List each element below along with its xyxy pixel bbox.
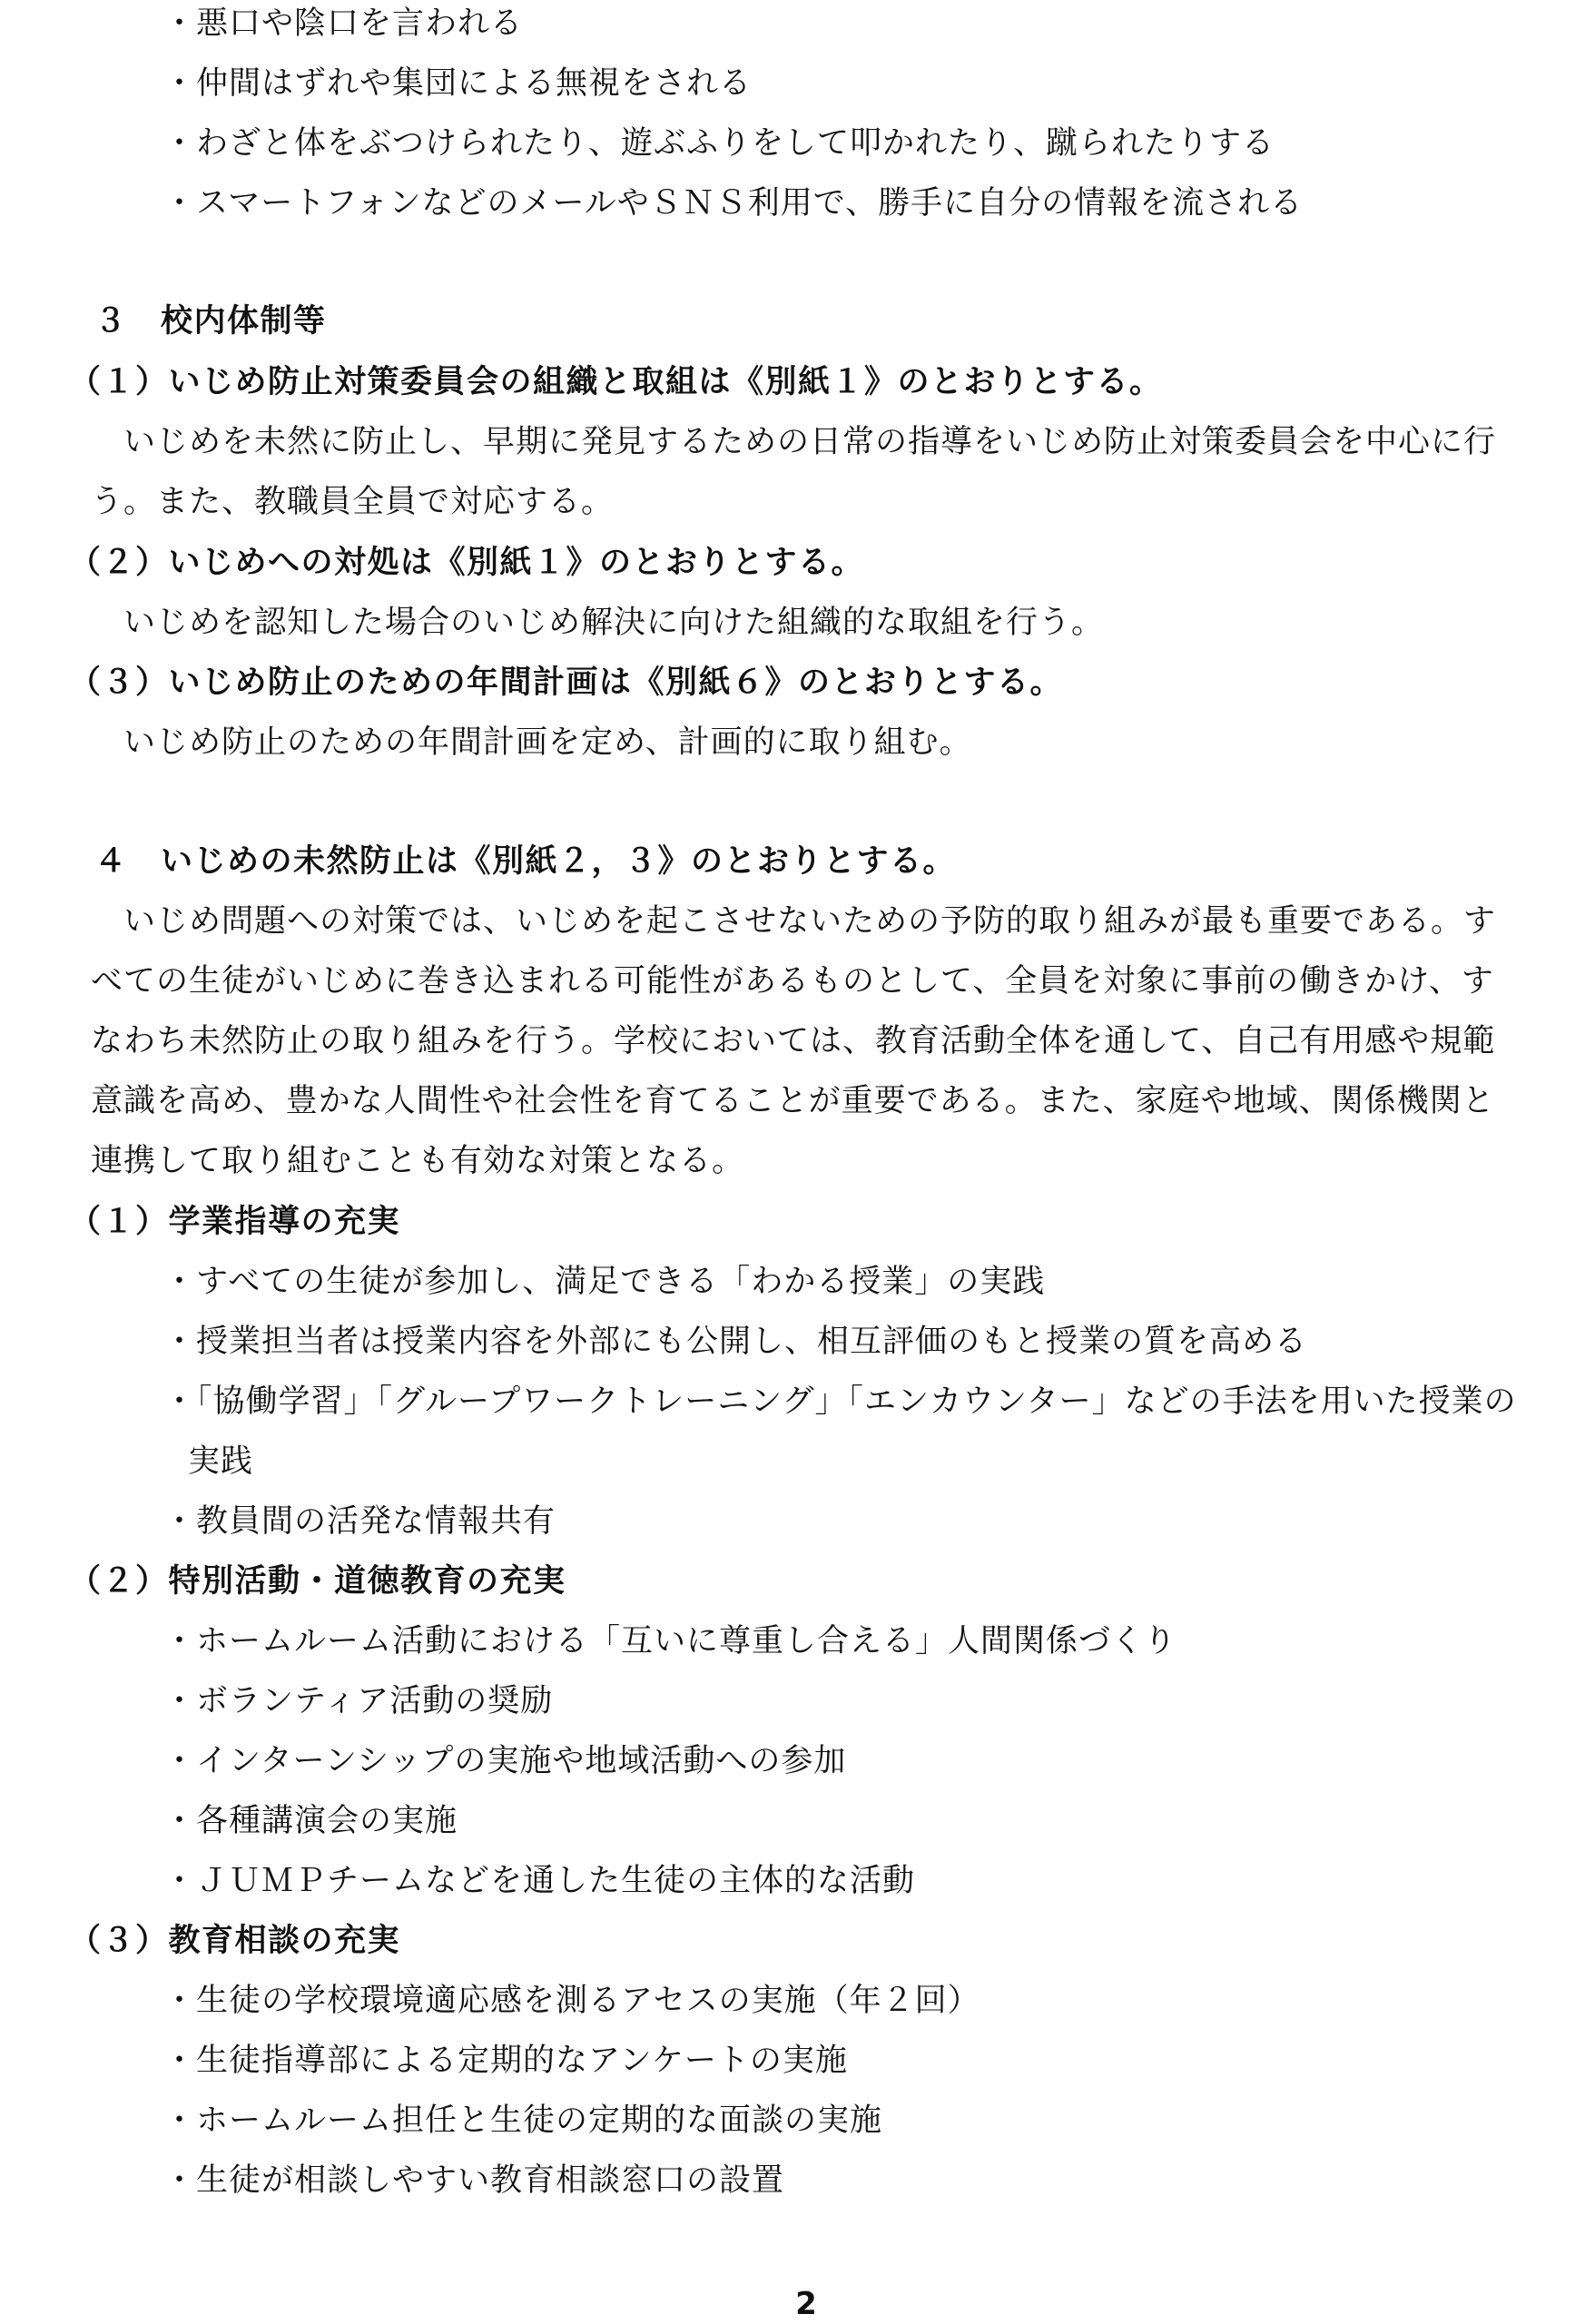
paragraph-line: いじめ問題への対策では、いじめを起こさせないための予防的取り組みが最も重要である。す <box>123 903 1497 940</box>
list-item: ・各種講演会の実施 <box>163 1803 458 1839</box>
paragraph-line: 意識を高め、豊かな人間性や社会性を育てることが重要である。また、家庭や地域、関係機関と <box>91 1083 1495 1119</box>
subsection-heading: （２）特別活動・道徳教育の充実 <box>69 1563 566 1600</box>
subsection-heading: （１）学業指導の充実 <box>69 1204 401 1240</box>
subsection-heading: （３）教育相談の充実 <box>69 1923 401 1959</box>
page-number: 2 <box>795 2286 817 2322</box>
list-item: ・インターンシップの実施や地域活動への参加 <box>163 1743 847 1779</box>
subsection-heading: （３）いじめ防止のための年間計画は《別紙６》のとおりとする。 <box>69 665 1064 701</box>
section-heading: ３ 校内体制等 <box>94 303 327 340</box>
paragraph-line: いじめ防止のための年間計画を定め、計画的に取り組む。 <box>123 724 972 761</box>
subsection-heading: （２）いじめへの対処は《別紙１》のとおりとする。 <box>69 545 865 581</box>
paragraph-line: なわち未然防止の取り組みを行う。学校においては、教育活動全体を通して、自己有用感や規範 <box>91 1023 1496 1059</box>
list-item: ・ボランティア活動の奨励 <box>163 1683 554 1719</box>
list-item: ・生徒指導部による定期的なアンケートの実施 <box>163 2043 848 2079</box>
list-item: ・生徒が相談しやすい教育相談窓口の設置 <box>163 2162 785 2199</box>
list-item-continuation: 実践 <box>188 1443 254 1480</box>
list-item: ・わざと体をぶつけられたり、遊ぶふりをして叩かれたり、蹴られたりする <box>163 125 1275 162</box>
list-item: ・ＪＵＭＰチームなどを通した生徒の主体的な活動 <box>163 1863 916 1899</box>
list-item: ・「協働学習」「グループワークトレーニング」「エンカウンター」などの手法を用いた授業の <box>163 1384 1517 1420</box>
section-heading: ４ いじめの未然防止は《別紙２，３》のとおりとする。 <box>94 843 957 880</box>
list-item: ・悪口や陰口を言われる <box>163 5 524 42</box>
paragraph-line: いじめを認知した場合のいじめ解決に向けた組織的な取組を行う。 <box>123 605 1105 641</box>
list-item: ・ホームルーム活動における「互いに尊重し合える」人間関係づくり <box>163 1623 1177 1659</box>
list-item: ・ホームルーム担任と生徒の定期的な面談の実施 <box>163 2102 883 2139</box>
list-item: ・教員間の活発な情報共有 <box>163 1503 556 1540</box>
list-item: ・仲間はずれや集団による無視をされる <box>163 65 753 102</box>
subsection-heading: （１）いじめ防止対策委員会の組織と取組は《別紙１》のとおりとする。 <box>69 364 1163 400</box>
list-item: ・授業担当者は授業内容を外部にも公開し、相互評価のもと授業の質を高める <box>163 1324 1308 1360</box>
list-item: ・すべての生徒が参加し、満足できる「わかる授業」の実践 <box>163 1264 1046 1300</box>
paragraph-line: 連携して取り組むことも有効な対策となる。 <box>91 1143 745 1179</box>
paragraph-line: べての生徒がいじめに巻き込まれる可能性があるものとして、全員を対象に事前の働きかけ、す <box>91 963 1494 1000</box>
paragraph-line: う。また、教職員全員で対応する。 <box>91 484 615 520</box>
list-item: ・スマートフォンなどのメールやＳＮＳ利用で、勝手に自分の情報を流される <box>163 185 1304 222</box>
list-item: ・生徒の学校環境適応感を測るアセスの実施（年２回） <box>163 1983 980 2019</box>
paragraph-line: いじめを未然に防止し、早期に発見するための日常の指導をいじめ防止対策委員会を中心に行 <box>123 424 1497 460</box>
